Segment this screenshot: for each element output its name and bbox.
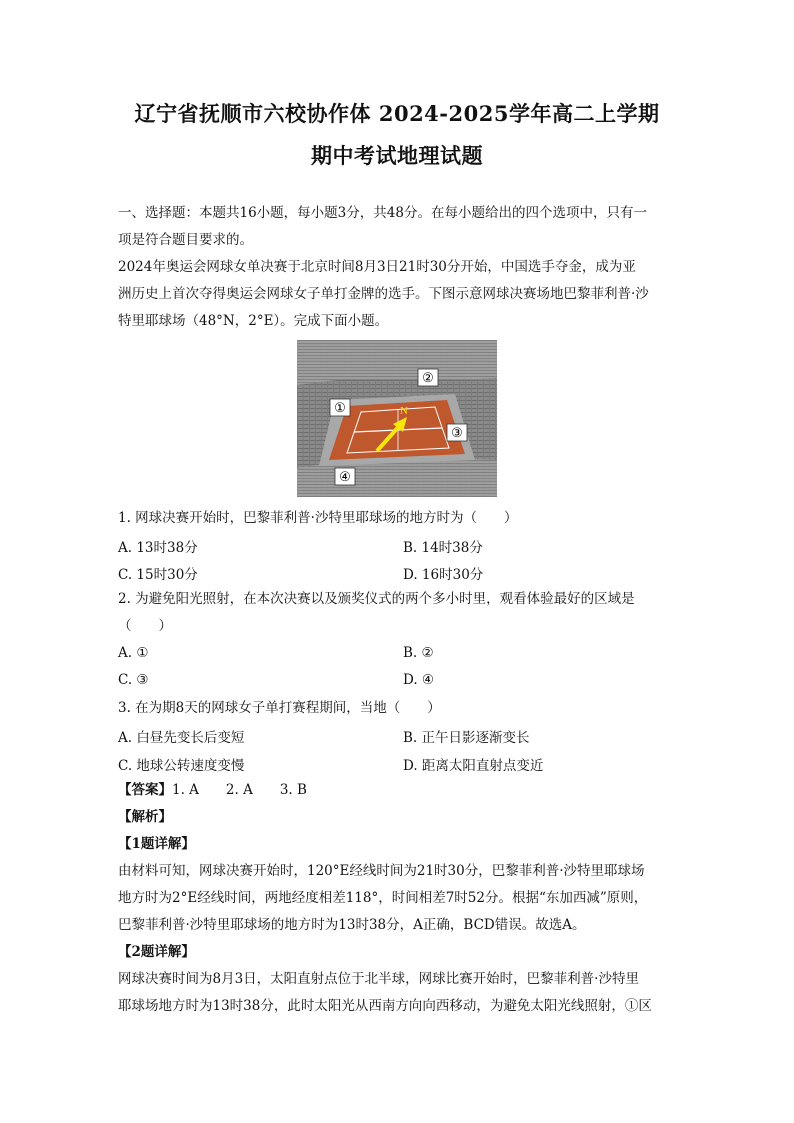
question-1-option-d: D. 16时30分: [403, 567, 484, 583]
page-subtitle: 期中考试地理试题: [311, 143, 483, 168]
section-heading-line: 一、选择题：本题共16小题，每小题3分，共48分。在每小题给出的四个选项中，只有一: [118, 205, 647, 221]
question-1-option-a: A. 13时38分: [118, 540, 198, 556]
marker-label-1: ①: [334, 401, 346, 416]
detail-2-label: 【2题详解】: [118, 944, 195, 960]
analysis-label: 【解析】: [118, 809, 172, 825]
question-2-stem: 2. 为避免阳光照射，在本次决赛以及颁奖仪式的两个多小时里，观看体验最好的区域是: [118, 591, 635, 607]
page-title: 辽宁省抚顺市六校协作体 2024-2025学年高二上学期: [134, 101, 660, 126]
answer-text: 1. A 2. A 3. B: [172, 782, 307, 798]
question-1-stem: 1. 网球决赛开始时，巴黎菲利普·沙特里耶球场的地方时为（ ）: [118, 510, 518, 526]
question-3-option-d: D. 距离太阳直射点变近: [403, 758, 544, 774]
north-label: N: [400, 405, 408, 417]
detail-2-line: 耶球场地方时为13时38分，此时太阳光从西南方向向西移动，为避免太阳光线照射，①区: [118, 998, 652, 1014]
question-3-option-b: B. 正午日影逐渐变长: [403, 730, 530, 746]
question-2-option-c: C. ③: [118, 672, 149, 688]
question-2-option-a: A. ①: [118, 645, 149, 661]
answer-line: [118, 781, 307, 799]
answer-label: 【答案】: [118, 782, 172, 798]
marker-label-2: ②: [422, 371, 434, 386]
detail-1-line: 地方时为2°E经线时间，两地经度相差118°，时间相差7时52分。根据“东加西减”原则，: [118, 890, 648, 906]
question-1-option-c: C. 15时30分: [118, 567, 198, 583]
question-2-stem: （ ）: [118, 618, 172, 634]
detail-2-line: 网球决赛时间为8月3日，太阳直射点位于北半球，网球比赛开始时，巴黎菲利普·沙特里: [118, 971, 639, 987]
material-line: 特里耶球场（48°N，2°E）。完成下面小题。: [118, 313, 389, 329]
material-line: 2024年奥运会网球女单决赛于北京时间8月3日21时30分开始，中国选手夺金，成为亚: [118, 259, 636, 275]
detail-1-line: 由材料可知，网球决赛开始时，120°E经线时间为21时30分，巴黎菲利普·沙特里耶球场: [118, 863, 645, 879]
stadium-figure: [297, 340, 497, 497]
question-3-option-a: A. 白昼先变长后变短: [118, 730, 245, 746]
question-3-stem: 3. 在为期8天的网球女子单打赛程期间，当地（ ）: [118, 700, 441, 716]
section-heading-line: 项是符合题目要求的。: [118, 232, 253, 248]
upper-stand: [297, 340, 497, 385]
marker-label-3: ③: [451, 426, 463, 441]
question-2-option-d: D. ④: [403, 672, 435, 688]
marker-label-4: ④: [339, 470, 351, 485]
question-3-option-c: C. 地球公转速度变慢: [118, 758, 245, 774]
material-line: 洲历史上首次夺得奥运会网球女子单打金牌的选手。下图示意网球决赛场地巴黎菲利普·沙: [118, 286, 649, 302]
question-2-option-b: B. ②: [403, 645, 434, 661]
detail-1-line: 巴黎菲利普·沙特里耶球场的地方时为13时38分，A正确，BCD错误。故选A。: [118, 917, 586, 933]
detail-1-label: 【1题详解】: [118, 836, 195, 852]
question-1-option-b: B. 14时38分: [403, 540, 483, 556]
